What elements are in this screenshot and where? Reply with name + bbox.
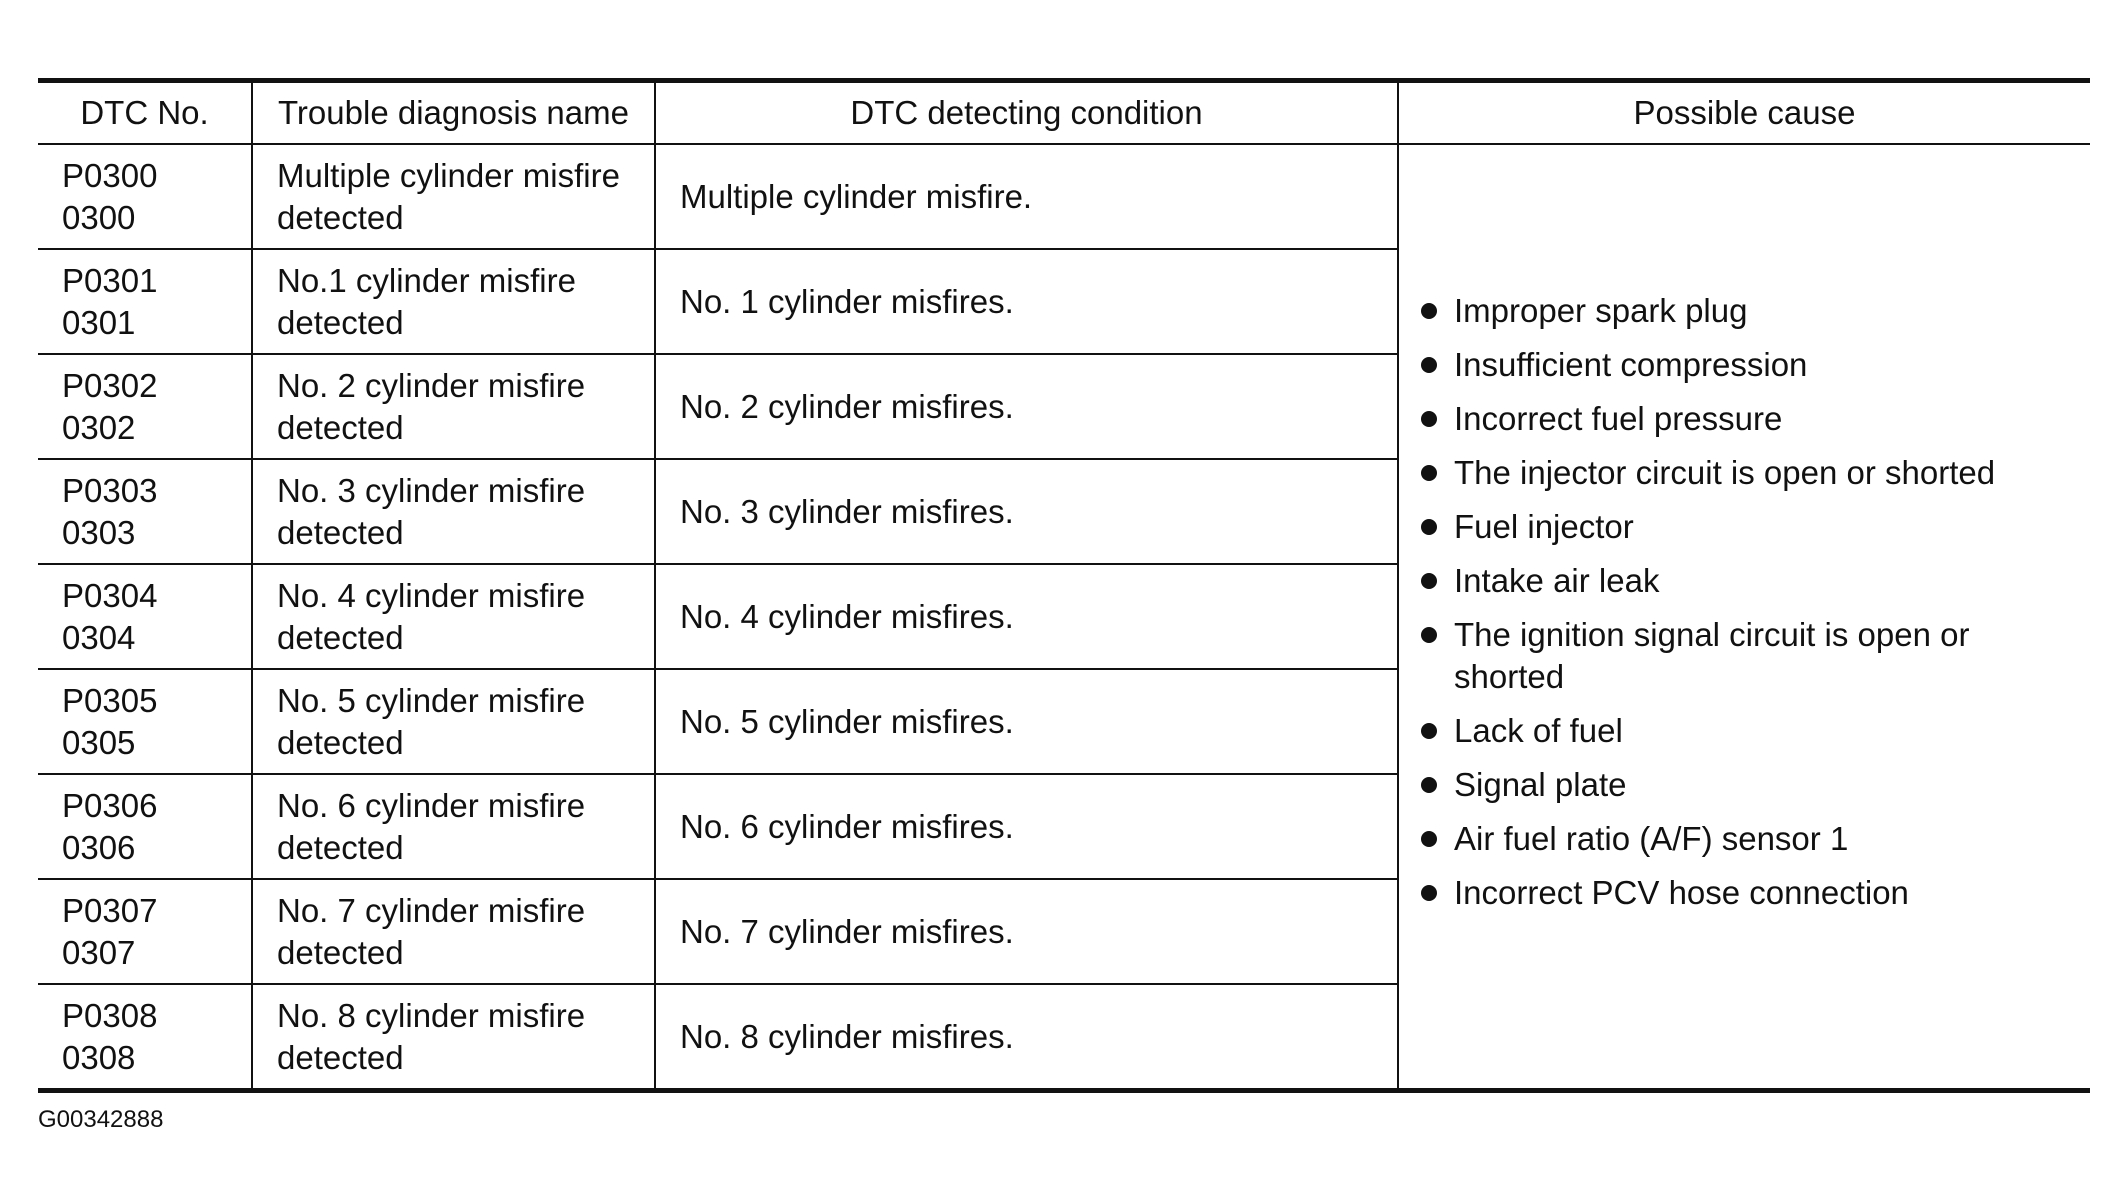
figure-id: G00342888 <box>38 1106 164 1133</box>
diagnosis-name-cell: No. 4 cylinder misfire detected <box>252 564 655 669</box>
list-item <box>1419 398 2080 440</box>
table-header-row <box>38 81 2090 145</box>
possible-cause-text: Lack of fuel <box>1454 712 1623 749</box>
bullet-icon <box>1421 465 1437 481</box>
list-item <box>1419 710 2080 752</box>
diagnosis-name-cell: No. 2 cylinder misfire detected <box>252 354 655 459</box>
dtc-number-cell: P0305 0305 <box>38 669 252 774</box>
dtc-number-cell: P0304 0304 <box>38 564 252 669</box>
possible-cause-text: Incorrect PCV hose connection <box>1454 874 1909 911</box>
detecting-condition-cell: No. 7 cylinder misfires. <box>655 879 1398 984</box>
bullet-icon <box>1421 885 1437 901</box>
bullet-icon <box>1421 357 1437 373</box>
possible-cause-text: Insufficient compression <box>1454 346 1808 383</box>
detecting-condition-cell: Multiple cylinder misfire. <box>655 144 1398 249</box>
dtc-number-cell: P0300 0300 <box>38 144 252 249</box>
list-item <box>1419 818 2080 860</box>
dtc-number-cell: P0308 0308 <box>38 984 252 1091</box>
bullet-icon <box>1421 519 1437 535</box>
header-trouble-diagnosis-name: Trouble diagnosis name <box>252 81 655 145</box>
possible-cause-text: The ignition signal circuit is open or shorted <box>1454 616 1970 695</box>
detecting-condition-cell: No. 6 cylinder misfires. <box>655 774 1398 879</box>
list-item <box>1419 344 2080 386</box>
diagnosis-name-cell: No. 8 cylinder misfire detected <box>252 984 655 1091</box>
bullet-icon <box>1421 777 1437 793</box>
dtc-number-cell: P0302 0302 <box>38 354 252 459</box>
list-item <box>1419 764 2080 806</box>
possible-cause-text: Incorrect fuel pressure <box>1454 400 1783 437</box>
detecting-condition-cell: No. 2 cylinder misfires. <box>655 354 1398 459</box>
bullet-icon <box>1421 573 1437 589</box>
header-dtc-no: DTC No. <box>38 81 252 145</box>
dtc-number-cell: P0306 0306 <box>38 774 252 879</box>
detecting-condition-cell: No. 8 cylinder misfires. <box>655 984 1398 1091</box>
possible-cause-text: Air fuel ratio (A/F) sensor 1 <box>1454 820 1849 857</box>
dtc-number-cell: P0307 0307 <box>38 879 252 984</box>
list-item <box>1419 506 2080 548</box>
possible-cause-text: Intake air leak <box>1454 562 1660 599</box>
list-item <box>1419 452 2080 494</box>
diagnosis-name-cell: No. 7 cylinder misfire detected <box>252 879 655 984</box>
bullet-icon <box>1421 627 1437 643</box>
diagnosis-name-cell: No. 3 cylinder misfire detected <box>252 459 655 564</box>
list-item <box>1419 614 2080 698</box>
detecting-condition-cell: No. 1 cylinder misfires. <box>655 249 1398 354</box>
diagnosis-name-cell: Multiple cylinder misfire detected <box>252 144 655 249</box>
possible-cause-text: The injector circuit is open or shorted <box>1454 454 1996 491</box>
possible-cause-cell <box>1398 144 2090 1091</box>
possible-cause-text: Signal plate <box>1454 766 1627 803</box>
table-body <box>38 144 2090 1091</box>
bullet-icon <box>1421 831 1437 847</box>
header-possible-cause: Possible cause <box>1398 81 2090 145</box>
list-item <box>1419 872 2080 914</box>
bullet-icon <box>1421 303 1437 319</box>
diagnosis-name-cell: No. 6 cylinder misfire detected <box>252 774 655 879</box>
detecting-condition-cell: No. 4 cylinder misfires. <box>655 564 1398 669</box>
bullet-icon <box>1421 411 1437 427</box>
detecting-condition-cell: No. 5 cylinder misfires. <box>655 669 1398 774</box>
possible-cause-text: Improper spark plug <box>1454 292 1748 329</box>
possible-cause-list <box>1419 290 2080 914</box>
bullet-icon <box>1421 723 1437 739</box>
dtc-table <box>38 78 2090 1093</box>
list-item <box>1419 290 2080 332</box>
table-row <box>38 144 2090 249</box>
diagnosis-name-cell: No.1 cylinder misfire detected <box>252 249 655 354</box>
list-item <box>1419 560 2080 602</box>
detecting-condition-cell: No. 3 cylinder misfires. <box>655 459 1398 564</box>
diagnosis-name-cell: No. 5 cylinder misfire detected <box>252 669 655 774</box>
header-dtc-detecting-condition: DTC detecting condition <box>655 81 1398 145</box>
dtc-number-cell: P0301 0301 <box>38 249 252 354</box>
possible-cause-text: Fuel injector <box>1454 508 1634 545</box>
dtc-number-cell: P0303 0303 <box>38 459 252 564</box>
